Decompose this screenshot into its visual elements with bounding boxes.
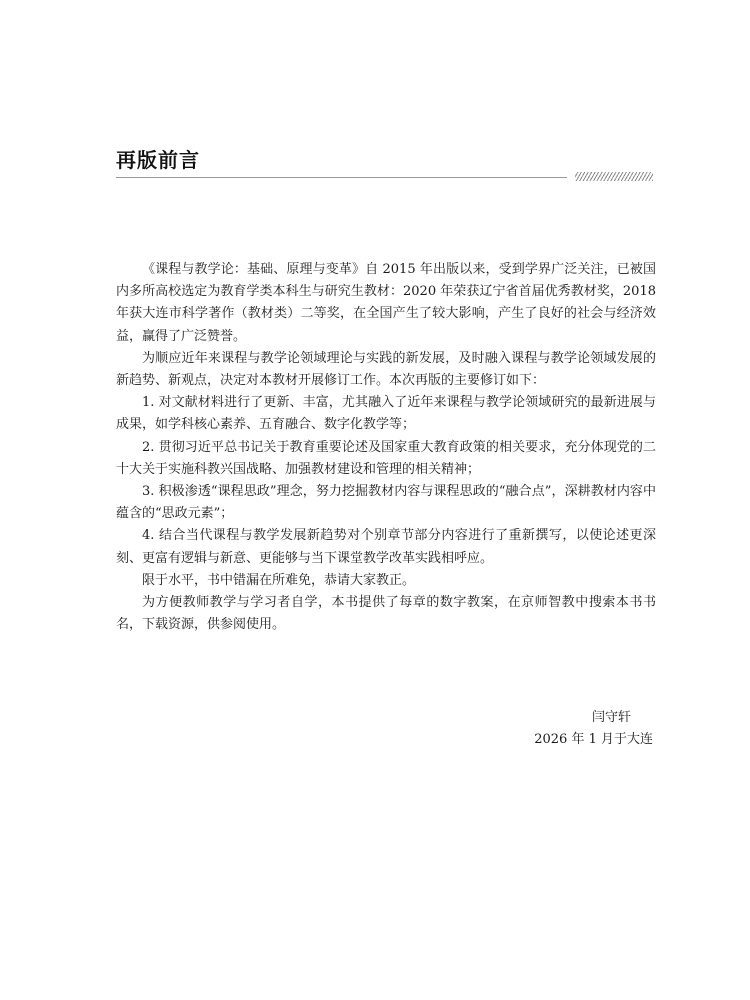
paragraph: 4. 结合当代课程与教学发展新趋势对个别章节部分内容进行了重新撰写，以使论述更深刻、更富有逻辑与新意、更能够与当下课堂教学改革实践相呼应。 — [116, 528, 656, 566]
paragraph: 为顺应近年来课程与教学论领域理论与实践的新发展，及时融入课程与教学论领域发展的新趋势、新观点，决定对本教材开展修订工作。本次再版的主要修订如下： — [116, 350, 656, 389]
paragraph: 《课程与教学论：基础、原理与变革》自 2015 年出版以来，受到学界广泛关注，已被国内多所高校选定为教育学类本科生与研究生教材：2020 年荣获辽宁省首届优秀教材奖，2018 年获大连市科学著作（教材类）二等奖，在全国产生了较大影响，产生了良好的社会与经济效益，赢得了广泛赞誉。 — [116, 262, 656, 344]
paragraph: 1. 对文献材料进行了更新、丰富，尤其融入了近年来课程与教学论领域研究的最新进展与成果，如学科核心素养、五育融合、数字化教学等； — [116, 395, 656, 433]
paragraph: 2. 贯彻习近平总书记关于教育重要论述及国家重大教育政策的相关要求，充分体现党的二十大关于实施科教兴国战略、加强教材建设和管理的相关精神； — [116, 439, 656, 477]
paragraph: 为方便教师教学与学习者自学，本书提供了每章的数字教案，在京师智教中搜索本书书名，下载资源，供参阅使用。 — [116, 595, 656, 633]
author-name: 闫守轩 — [591, 710, 631, 725]
page-title: 再版前言 — [116, 148, 200, 172]
signature-date: 2026 年 1 月于大连 — [534, 732, 653, 747]
paragraph: 限于水平，书中错漏在所难免，恭请大家教正。 — [142, 572, 416, 588]
title-underline — [116, 177, 567, 178]
decorative-hatch — [575, 172, 653, 181]
signature-block — [453, 707, 653, 751]
paragraph: 3. 积极渗透“课程思政”理念，努力挖掘教材内容与课程思政的“融合点”，深耕教材内容中蕴含的“思政元素”； — [116, 484, 656, 522]
preface-body — [116, 259, 656, 636]
